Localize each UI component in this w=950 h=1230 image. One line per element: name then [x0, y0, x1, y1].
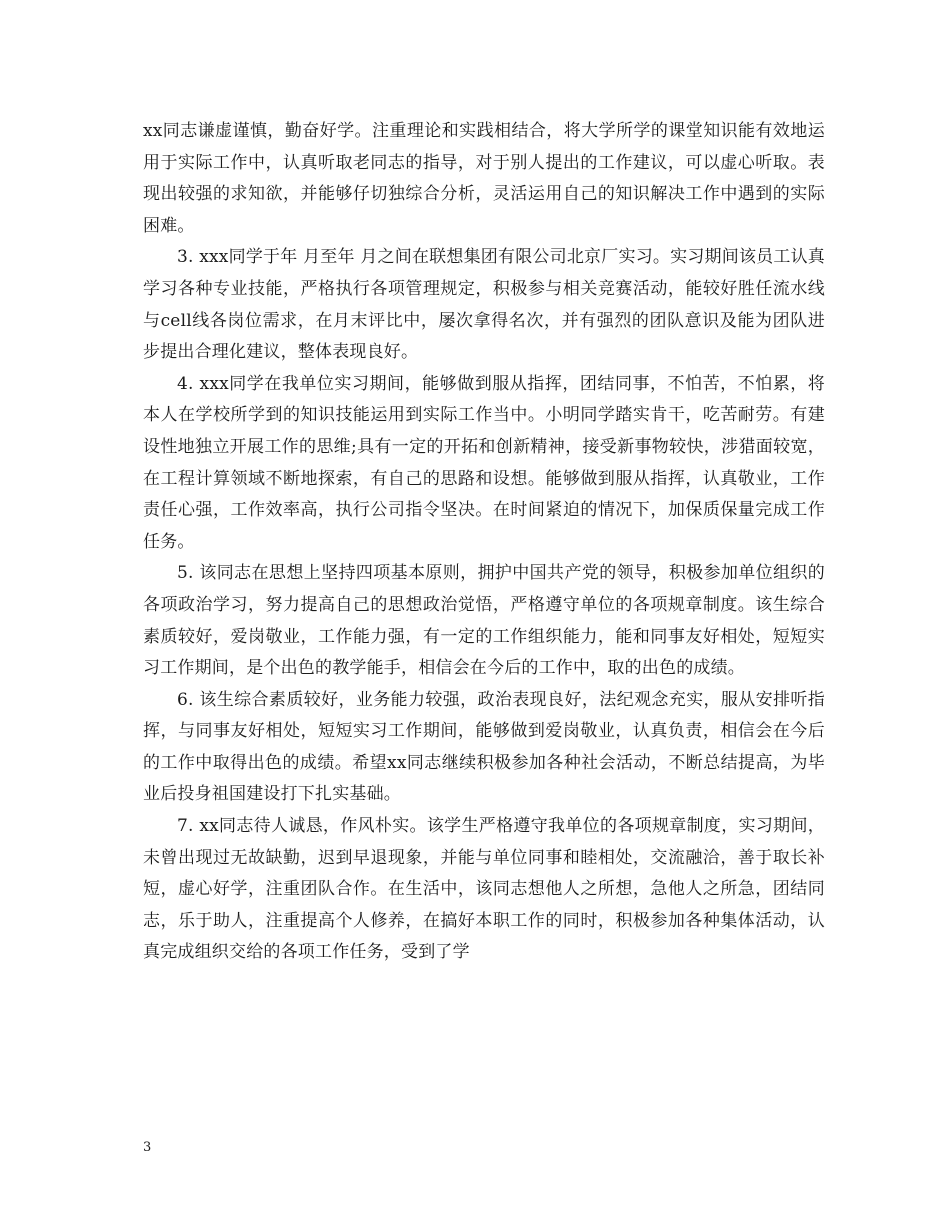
paragraph-item-4: 4. xxx同学在我单位实习期间，能够做到服从指挥，团结同事，不怕苦，不怕累，将本人在学校所学到的知识技能运用到实际工作当中。小明同学踏实肯干，吃苦耐劳。有建设性地独立开展工作的思维;具有一定的开拓和创新精神，接受新事物较快，涉猎面较宽，在工程计算领域不断地探索，有自己的思路和设想。能够做到服从指挥，认真敬业，工作责任心强，工作效率高，执行公司指令坚决。在时间紧迫的情况下，加保质保量完成工作任务。 [143, 373, 825, 552]
paragraph-item-6: 6. 该生综合素质较好，业务能力较强，政治表现良好，法纪观念充实，服从安排听指挥，与同事友好相处，短短实习工作期间，能够做到爱岗敬业，认真负责，相信会在今后的工作中取得出色的成绩。希望xx同志继续积极参加各种社会活动，不断总结提高，为毕业后投身祖国建设打下扎实基础。 [143, 689, 825, 805]
paragraph-item-7: 7. xx同志待人诚恳，作风朴实。该学生严格遵守我单位的各项规章制度，实习期间，未曾出现过无故缺勤，迟到早退现象，并能与单位同事和睦相处，交流融洽，善于取长补短，虚心好学，注重团队合作。在生活中，该同志想他人之所想，急他人之所急，团结同志，乐于助人，注重提高个人修养，在搞好本职工作的同时，积极参加各种集体活动，认真完成组织交给的各项工作任务，受到了学 [143, 816, 825, 963]
document-body [143, 116, 825, 969]
page-number: 3 [143, 1140, 152, 1155]
paragraph-intro: xx同志谦虚谨慎，勤奋好学。注重理论和实践相结合，将大学所学的课堂知识能有效地运用于实际工作中，认真听取老同志的指导，对于别人提出的工作建议，可以虚心听取。表现出较强的求知欲，并能够仔切独综合分析，灵活运用自己的知识解决工作中遇到的实际困难。 [143, 121, 825, 236]
paragraph-item-5: 5. 该同志在思想上坚持四项基本原则，拥护中国共产党的领导，积极参加单位组织的各项政治学习，努力提高自己的思想政治觉悟，严格遵守单位的各项规章制度。该生综合素质较好，爱岗敬业，工作能力强，有一定的工作组织能力，能和同事友好相处，短短实习工作期间，是个出色的教学能手，相信会在今后的工作中，取的出色的成绩。 [143, 563, 825, 679]
paragraph-item-3: 3. xxx同学于年 月至年 月之间在联想集团有限公司北京厂实习。实习期间该员工认真学习各种专业技能，严格执行各项管理规定，积极参与相关竞赛活动，能较好胜任流水线与cell线各岗位需求，在月末评比中，屡次拿得名次，并有强烈的团队意识及能为团队进步提出合理化建议，整体表现良好。 [143, 247, 825, 363]
